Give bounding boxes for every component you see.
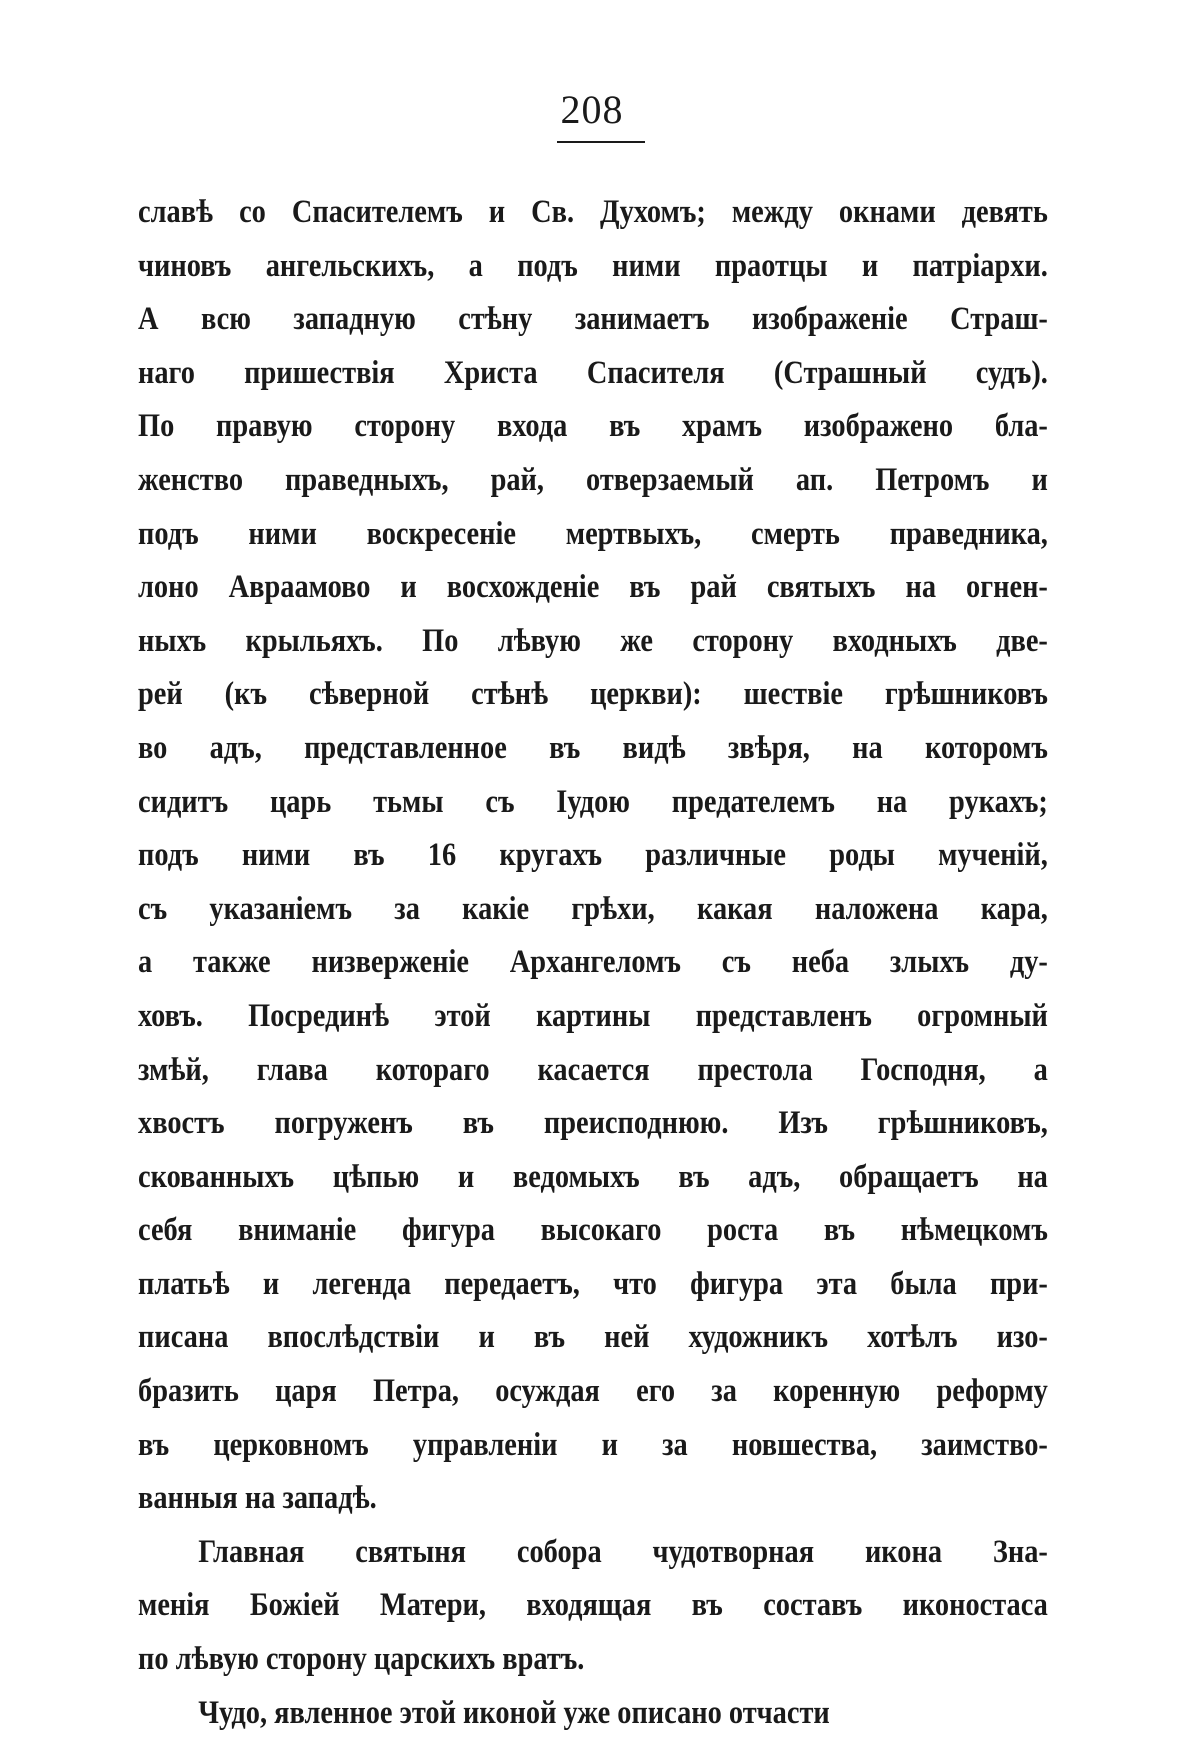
text-line: ховъ. Посрединѣ этой картины представленъ огромный: [138, 997, 1048, 1034]
text-line: По правую сторону входа въ храмъ изображено бла-: [138, 408, 1048, 445]
text-line: писана впослѣдствіи и въ ней художникъ хотѣлъ изо-: [138, 1319, 1048, 1356]
text-line: съ указаніемъ за какіе грѣхи, какая наложена кара,: [138, 890, 1048, 927]
text-line: скованныхъ цѣпью и ведомыхъ въ адъ, обращаетъ на: [138, 1158, 1048, 1195]
text-line: рей (къ сѣверной стѣнѣ церкви): шествіе грѣшниковъ: [138, 676, 1048, 713]
text-line: въ церковномъ управленіи и за новшества, заимство-: [138, 1426, 1048, 1463]
text-line: по лѣвую сторону царскихъ вратъ.: [138, 1641, 585, 1678]
text-line: славѣ со Спасителемъ и Св. Духомъ; между окнами девять: [138, 194, 1048, 230]
text-line: чиновъ ангельскихъ, а подъ ними праотцы и патріархи.: [138, 247, 1048, 284]
text-line: подъ ними воскресеніе мертвыхъ, смерть праведника,: [138, 515, 1048, 552]
text-line: наго пришествія Христа Спасителя (Страшный судъ).: [138, 354, 1048, 391]
text-line: во адъ, представленное въ видѣ звѣря, на которомъ: [138, 729, 1048, 766]
text-line: змѣй, глава котораго касается престола Господня, а: [138, 1051, 1048, 1088]
text-line: а также низверженіе Архангеломъ съ неба злыхъ ду-: [138, 944, 1048, 981]
body-text: [138, 186, 1048, 1740]
text-line: А всю западную стѣну занимаетъ изображеніе Страш-: [138, 301, 1048, 338]
text-line: хвостъ погруженъ въ преисподнюю. Изъ грѣшниковъ,: [138, 1105, 1048, 1142]
text-line: Чудо, явленное этой иконой уже описано отчасти: [198, 1694, 830, 1731]
text-line: менія Божіей Матери, входящая въ составъ иконостаса: [138, 1587, 1048, 1624]
text-line: женство праведныхъ, рай, отверзаемый ап. Петромъ и: [138, 461, 1048, 498]
text-line: лоно Авраамово и восхожденіе въ рай святыхъ на огнен-: [138, 569, 1048, 606]
text-line: сидитъ царь тьмы съ Іудою предателемъ на рукахъ;: [138, 783, 1048, 820]
page-number: 208: [560, 87, 624, 132]
text-line: бразить царя Петра, осуждая его за коренную реформу: [138, 1373, 1048, 1410]
text-line: ныхъ крыльяхъ. По лѣвую же сторону входныхъ две-: [138, 622, 1048, 659]
text-line: себя вниманіе фигура высокаго роста въ нѣмецкомъ: [138, 1212, 1048, 1249]
text-line: ванныя на западѣ.: [138, 1480, 377, 1517]
page-number-rule: [557, 141, 645, 143]
text-line: подъ ними въ 16 кругахъ различные роды мученій,: [138, 837, 1048, 874]
text-line: Главная святыня собора чудотворная икона Зна-: [198, 1533, 1048, 1570]
text-line: платьѣ и легенда передаетъ, что фигура эта была при-: [138, 1265, 1048, 1302]
